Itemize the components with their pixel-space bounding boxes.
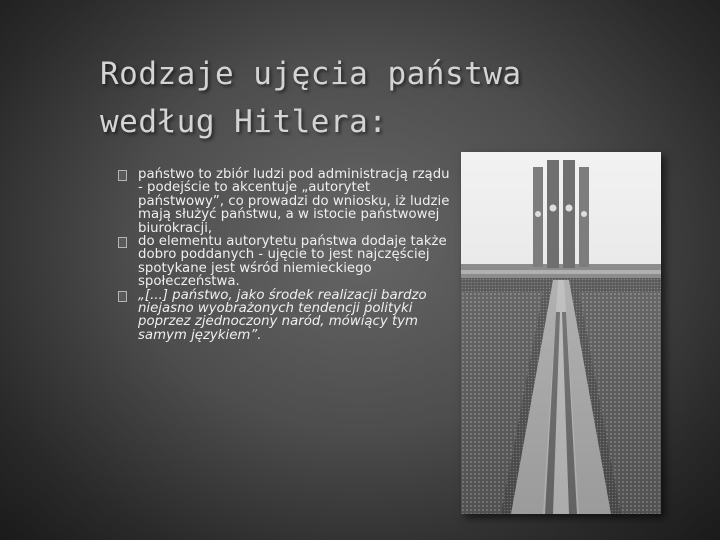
slide-title: Rodzaje ujęcia państwa według Hitlera: bbox=[100, 56, 522, 140]
bullet-item bbox=[118, 168, 458, 235]
bullet-text: państwo to zbiór ludzi pod administracją rządu - podejście to akcentuje „autorytet państwowy”, co prowadzi do wniosku, iż ludzie mają służyć państwu, a w istocie państwowej biurokracji, bbox=[138, 167, 450, 236]
bullet-box-icon bbox=[118, 237, 127, 248]
rally-photo bbox=[461, 152, 661, 514]
bullet-item bbox=[118, 235, 458, 289]
bullet-list bbox=[118, 168, 458, 342]
bullet-text: do elementu autorytetu państwa dodaje także dobro poddanych - ujęcie to jest najczęściej spotykane jest wśród niemieckiego społeczeństwa. bbox=[138, 234, 447, 290]
bullet-box-icon bbox=[118, 291, 127, 302]
bullet-item bbox=[118, 289, 458, 343]
bullet-box-icon bbox=[118, 170, 127, 181]
bullet-text: „[...] państwo, jako środek realizacji bardzo niejasno wyobrażonych tendencji polityki poprzez zjednoczony naród, mówiący tym samym językiem”. bbox=[138, 287, 427, 343]
